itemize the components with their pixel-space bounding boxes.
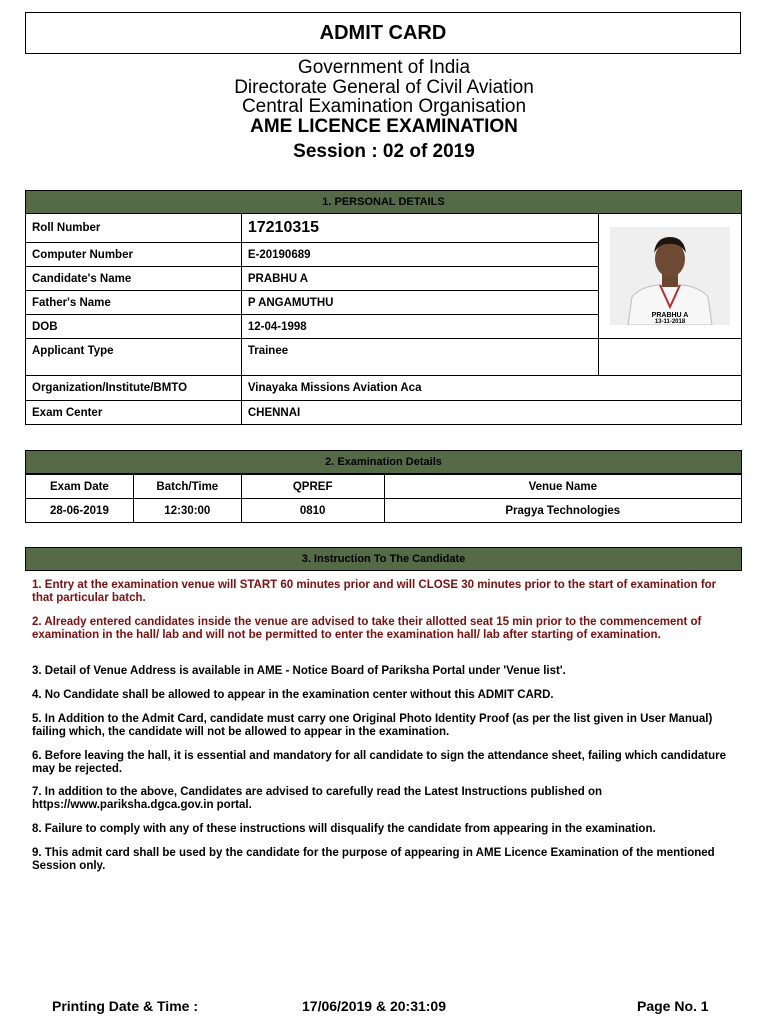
dob-label: DOB <box>26 315 242 339</box>
exam-center-value: CHENNAI <box>241 401 741 425</box>
printing-date-label: Printing Date & Time : <box>52 998 198 1014</box>
page-number: Page No. 1 <box>637 998 709 1014</box>
instruction-item: 1. Entry at the examination venue will START 60 minutes prior and will CLOSE 30 minutes prior to the start of examination for that particular batch. <box>32 579 717 604</box>
roll-number-value: 17210315 <box>241 214 598 243</box>
batch-time-value: 12:30:00 <box>133 499 241 523</box>
photo-caption-name: PRABHU A <box>651 312 689 319</box>
instruction-item: 4. No Candidate shall be allowed to appear in the examination center without this ADMIT CARD. <box>32 689 554 701</box>
admit-card-title: ADMIT CARD <box>25 12 741 54</box>
instruction-item: 6. Before leaving the hall, it is essential and mandatory for all candidate to sign the attendance sheet, failing which candidature may be rejected. <box>32 750 726 775</box>
exam-details-table <box>25 474 742 523</box>
column-header-exam-date: Exam Date <box>26 475 134 499</box>
header-organisation: Central Examination Organisation <box>241 96 527 117</box>
father-name-value: P ANGAMUTHU <box>241 291 598 315</box>
candidate-photo <box>610 227 730 325</box>
roll-number-label: Roll Number <box>26 214 242 243</box>
table-row <box>26 339 742 376</box>
table-row <box>26 401 742 425</box>
personal-details-table <box>25 213 742 425</box>
dob-value: 12-04-1998 <box>241 315 598 339</box>
instruction-item: 5. In Addition to the Admit Card, candidate must carry one Original Photo Identity Proof (as per the list given in User Manual) failing which, the candidate will not be allowed to appear in the examination. <box>32 713 713 738</box>
venue-name-value: Pragya Technologies <box>384 499 741 523</box>
table-header-row <box>26 475 742 499</box>
table-row <box>26 376 742 401</box>
instruction-item: 8. Failure to comply with any of these instructions will disqualify the candidate from appearing in the examination. <box>32 823 656 835</box>
father-name-label: Father's Name <box>26 291 242 315</box>
photo-cell <box>599 214 742 339</box>
header-exam-name: AME LICENCE EXAMINATION <box>250 116 518 137</box>
instruction-item: 3. Detail of Venue Address is available in AME - Notice Board of Pariksha Portal under 'Venue list'. <box>32 665 566 677</box>
candidate-name-label: Candidate's Name <box>26 267 242 291</box>
applicant-type-value: Trainee <box>241 339 598 376</box>
organization-value: Vinayaka Missions Aviation Aca <box>241 376 741 401</box>
qpref-value: 0810 <box>241 499 384 523</box>
exam-details-heading: 2. Examination Details <box>25 450 742 474</box>
header-government: Government of India <box>297 57 471 78</box>
instruction-item: 7. In addition to the above, Candidates are advised to carefully read the Latest Instructions published on https://www.pariksha.dgca.gov.in portal. <box>32 786 602 811</box>
exam-date-value: 28-06-2019 <box>26 499 134 523</box>
header-directorate: Directorate General of Civil Aviation <box>234 77 534 98</box>
instructions-heading: 3. Instruction To The Candidate <box>25 547 742 571</box>
instruction-item: 2. Already entered candidates inside the venue are advised to take their allotted seat 15 min prior to the commencement of examination in the hall/ lab and will not be permitted to enter the examination hall/ lab after starting of examination. <box>32 616 702 641</box>
photo-caption-date: 13-11-2018 <box>654 319 686 325</box>
printing-date-value: 17/06/2019 & 20:31:09 <box>302 998 446 1014</box>
organization-label: Organization/Institute/BMTO <box>26 376 242 401</box>
computer-number-label: Computer Number <box>26 243 242 267</box>
empty-cell <box>599 339 742 376</box>
personal-details-heading: 1. PERSONAL DETAILS <box>25 190 742 214</box>
instruction-item: 9. This admit card shall be used by the candidate for the purpose of appearing in AME Licence Examination of the mentioned Session only. <box>32 847 715 872</box>
candidate-name-value: PRABHU A <box>241 267 598 291</box>
applicant-type-label: Applicant Type <box>26 339 242 376</box>
table-row <box>26 214 742 243</box>
column-header-qpref: QPREF <box>241 475 384 499</box>
column-header-venue-name: Venue Name <box>384 475 741 499</box>
table-row <box>26 499 742 523</box>
header-session: Session : 02 of 2019 <box>293 141 475 162</box>
column-header-batch-time: Batch/Time <box>133 475 241 499</box>
computer-number-value: E-20190689 <box>241 243 598 267</box>
exam-center-label: Exam Center <box>26 401 242 425</box>
